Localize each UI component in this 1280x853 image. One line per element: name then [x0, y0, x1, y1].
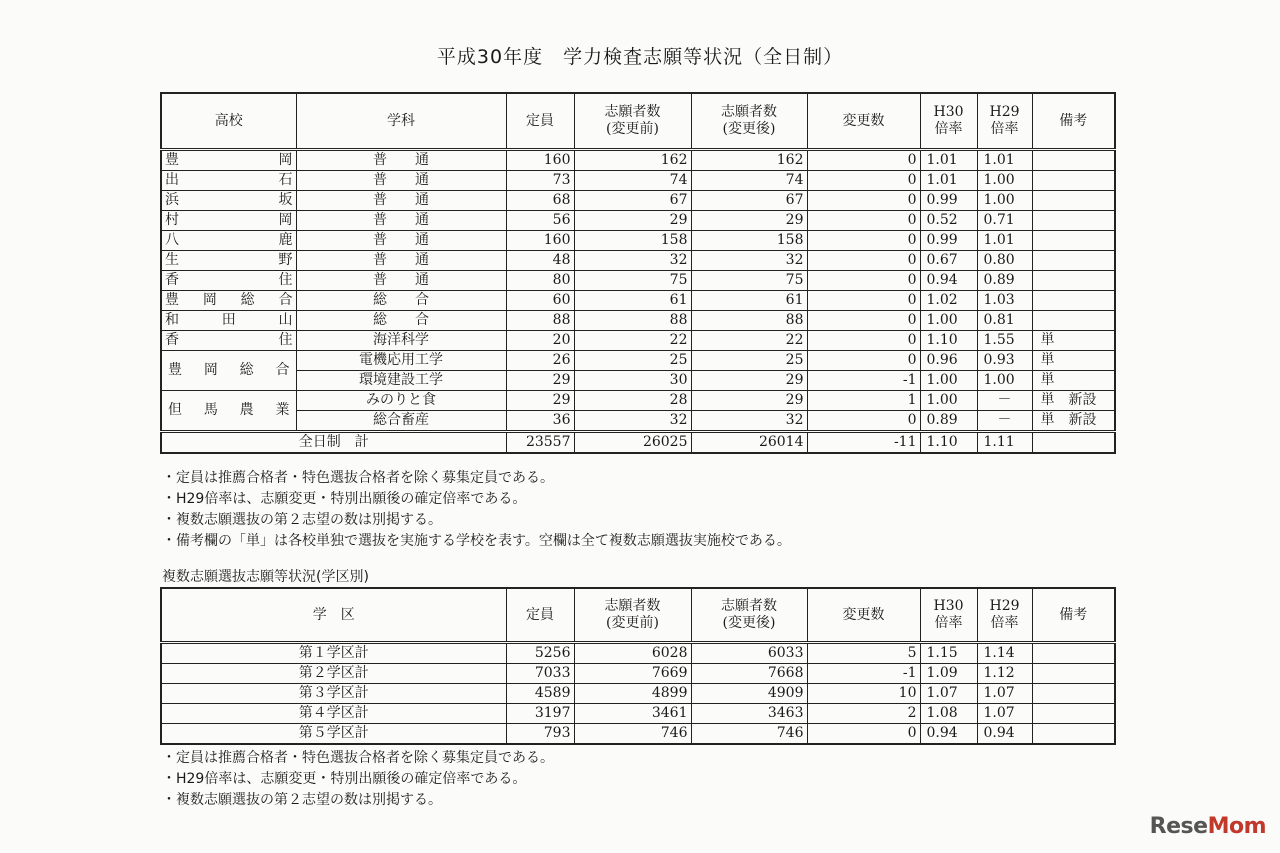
change-cell: 0 — [807, 271, 920, 291]
h29-rate-cell: 0.80 — [977, 251, 1032, 271]
dept-cell: 普 通 — [296, 211, 506, 231]
after-cell: 29 — [691, 391, 807, 411]
capacity-cell: 29 — [506, 391, 574, 411]
h30-rate-cell: 1.01 — [920, 150, 977, 171]
after-cell: 32 — [691, 251, 807, 271]
note-line: ・定員は推薦合格者・特色選抜合格者を除く募集定員である。 — [162, 470, 554, 486]
change-cell: 10 — [807, 684, 920, 704]
district-cell: 第５学区計 — [161, 724, 506, 745]
table-row — [161, 291, 1115, 311]
dept-cell: 普 通 — [296, 171, 506, 191]
after-cell: 746 — [691, 724, 807, 745]
before-cell: 7669 — [574, 664, 691, 684]
note-cell — [1032, 704, 1115, 724]
school-cell: 豊岡総合 — [161, 291, 296, 311]
change-cell: 0 — [807, 351, 920, 371]
change-cell: 0 — [807, 724, 920, 745]
note-cell — [1032, 291, 1115, 311]
before-cell: 61 — [574, 291, 691, 311]
h30-rate-cell: 1.08 — [920, 704, 977, 724]
h30-rate-cell: 1.15 — [920, 643, 977, 664]
total-cap: 23557 — [506, 432, 574, 454]
table-row — [161, 251, 1115, 271]
capacity-cell: 20 — [506, 331, 574, 351]
dept-cell: 普 通 — [296, 191, 506, 211]
after-cell: 7668 — [691, 664, 807, 684]
table-row — [161, 171, 1115, 191]
capacity-cell: 160 — [506, 231, 574, 251]
before-cell: 6028 — [574, 643, 691, 664]
total-note — [1032, 432, 1115, 454]
h30-rate-cell: 1.10 — [920, 331, 977, 351]
h29-rate-cell: 1.07 — [977, 704, 1032, 724]
note-cell — [1032, 231, 1115, 251]
capacity-cell: 29 — [506, 371, 574, 391]
table-row — [161, 724, 1115, 745]
after-cell: 67 — [691, 191, 807, 211]
before-cell: 746 — [574, 724, 691, 745]
note-cell — [1032, 724, 1115, 745]
after-cell: 75 — [691, 271, 807, 291]
h29-rate-cell: 0.94 — [977, 724, 1032, 745]
h29-rate-cell: 1.12 — [977, 664, 1032, 684]
total-row — [161, 432, 1115, 454]
capacity-cell: 48 — [506, 251, 574, 271]
h29-rate-cell: 0.81 — [977, 311, 1032, 331]
h29-rate-cell: － — [977, 391, 1032, 411]
column-header: 変更数 — [807, 93, 920, 150]
table-row — [161, 211, 1115, 231]
h29-rate-cell: 0.89 — [977, 271, 1032, 291]
h30-rate-cell: 0.96 — [920, 351, 977, 371]
column-header: 定員 — [506, 93, 574, 150]
table-header-row — [161, 93, 1115, 150]
h29-rate-cell: 1.00 — [977, 171, 1032, 191]
column-header: 志願者数 (変更前) — [574, 588, 691, 643]
after-cell: 74 — [691, 171, 807, 191]
table-row — [161, 311, 1115, 331]
after-cell: 61 — [691, 291, 807, 311]
note-cell: 単 — [1032, 331, 1115, 351]
page-title: 平成30年度 学力検査志願等状況（全日制） — [436, 46, 844, 68]
h30-rate-cell: 0.99 — [920, 191, 977, 211]
table-row — [161, 391, 1115, 411]
capacity-cell: 4589 — [506, 684, 574, 704]
after-cell: 4909 — [691, 684, 807, 704]
h30-rate-cell: 1.00 — [920, 311, 977, 331]
capacity-cell: 3197 — [506, 704, 574, 724]
h30-rate-cell: 1.00 — [920, 391, 977, 411]
school-cell: 八鹿 — [161, 231, 296, 251]
after-cell: 158 — [691, 231, 807, 251]
h30-rate-cell: 0.52 — [920, 211, 977, 231]
h30-rate-cell: 0.94 — [920, 724, 977, 745]
column-header: 備考 — [1032, 93, 1115, 150]
change-cell: 1 — [807, 391, 920, 411]
column-header: 高校 — [161, 93, 296, 150]
table-row — [161, 191, 1115, 211]
note-cell — [1032, 150, 1115, 171]
h29-rate-cell: 1.55 — [977, 331, 1032, 351]
h29-rate-cell: 1.00 — [977, 191, 1032, 211]
h30-rate-cell: 1.01 — [920, 171, 977, 191]
before-cell: 25 — [574, 351, 691, 371]
change-cell: 0 — [807, 171, 920, 191]
after-cell: 29 — [691, 371, 807, 391]
dept-cell: 環境建設工学 — [296, 371, 506, 391]
after-cell: 162 — [691, 150, 807, 171]
h30-rate-cell: 0.67 — [920, 251, 977, 271]
note-cell — [1032, 664, 1115, 684]
note-cell: 単 新設 — [1032, 391, 1115, 411]
capacity-cell: 68 — [506, 191, 574, 211]
applications-table — [160, 92, 1116, 454]
h29-rate-cell: 0.71 — [977, 211, 1032, 231]
column-header: 学科 — [296, 93, 506, 150]
before-cell: 28 — [574, 391, 691, 411]
dept-cell: 普 通 — [296, 271, 506, 291]
change-cell: 2 — [807, 704, 920, 724]
h29-rate-cell: 1.07 — [977, 684, 1032, 704]
after-cell: 6033 — [691, 643, 807, 664]
column-header: 定員 — [506, 588, 574, 643]
total-label: 全日制 計 — [161, 432, 506, 454]
school-cell: 但馬農業 — [161, 391, 296, 432]
school-cell: 香住 — [161, 331, 296, 351]
capacity-cell: 26 — [506, 351, 574, 371]
before-cell: 30 — [574, 371, 691, 391]
note-line: ・H29倍率は、志願変更・特別出願後の確定倍率である。 — [162, 491, 527, 507]
table-row — [161, 331, 1115, 351]
note-cell — [1032, 684, 1115, 704]
capacity-cell: 7033 — [506, 664, 574, 684]
before-cell: 75 — [574, 271, 691, 291]
after-cell: 22 — [691, 331, 807, 351]
district-cell: 第３学区計 — [161, 684, 506, 704]
dept-cell: 総 合 — [296, 291, 506, 311]
dept-cell: 海洋科学 — [296, 331, 506, 351]
notes-main — [162, 468, 791, 552]
table-row — [161, 351, 1115, 371]
note-cell — [1032, 251, 1115, 271]
h30-rate-cell: 0.94 — [920, 271, 977, 291]
before-cell: 4899 — [574, 684, 691, 704]
after-cell: 32 — [691, 411, 807, 432]
table-row — [161, 411, 1115, 432]
after-cell: 29 — [691, 211, 807, 231]
note-line: ・定員は推薦合格者・特色選抜合格者を除く募集定員である。 — [162, 750, 554, 766]
total-change: -11 — [807, 432, 920, 454]
h29-rate-cell: 1.01 — [977, 150, 1032, 171]
table-row — [161, 231, 1115, 251]
column-header: H30 倍率 — [920, 93, 977, 150]
change-cell: -1 — [807, 664, 920, 684]
school-cell: 出石 — [161, 171, 296, 191]
total-h30: 1.10 — [920, 432, 977, 454]
capacity-cell: 793 — [506, 724, 574, 745]
school-cell: 香住 — [161, 271, 296, 291]
after-cell: 3463 — [691, 704, 807, 724]
h30-rate-cell: 1.07 — [920, 684, 977, 704]
h29-rate-cell: 1.14 — [977, 643, 1032, 664]
change-cell: -1 — [807, 371, 920, 391]
h29-rate-cell: 1.00 — [977, 371, 1032, 391]
table-row — [161, 643, 1115, 664]
before-cell: 67 — [574, 191, 691, 211]
note-line: ・複数志願選抜の第２志望の数は別掲する。 — [162, 512, 442, 528]
table-row — [161, 684, 1115, 704]
district-table — [160, 587, 1116, 745]
change-cell: 0 — [807, 150, 920, 171]
note-cell — [1032, 311, 1115, 331]
total-h29: 1.11 — [977, 432, 1032, 454]
school-cell: 生野 — [161, 251, 296, 271]
before-cell: 162 — [574, 150, 691, 171]
capacity-cell: 56 — [506, 211, 574, 231]
table-header-row — [161, 588, 1115, 643]
h30-rate-cell: 1.00 — [920, 371, 977, 391]
note-line: ・複数志願選抜の第２志望の数は別掲する。 — [162, 792, 442, 808]
column-header: 変更数 — [807, 588, 920, 643]
after-cell: 88 — [691, 311, 807, 331]
change-cell: 0 — [807, 191, 920, 211]
before-cell: 32 — [574, 411, 691, 432]
capacity-cell: 60 — [506, 291, 574, 311]
change-cell: 5 — [807, 643, 920, 664]
table-row — [161, 704, 1115, 724]
column-header: 学 区 — [161, 588, 506, 643]
note-cell: 単 — [1032, 351, 1115, 371]
dept-cell: みのりと食 — [296, 391, 506, 411]
school-cell: 村岡 — [161, 211, 296, 231]
district-cell: 第４学区計 — [161, 704, 506, 724]
dept-cell: 普 通 — [296, 251, 506, 271]
capacity-cell: 160 — [506, 150, 574, 171]
before-cell: 88 — [574, 311, 691, 331]
note-line: ・備考欄の「単」は各校単独で選抜を実施する学校を表す。空欄は全て複数志願選抜実施校である。 — [162, 533, 791, 549]
column-header: H30 倍率 — [920, 588, 977, 643]
column-header: 備考 — [1032, 588, 1115, 643]
district-cell: 第２学区計 — [161, 664, 506, 684]
school-cell: 和田山 — [161, 311, 296, 331]
district-cell: 第１学区計 — [161, 643, 506, 664]
note-cell — [1032, 271, 1115, 291]
school-cell: 浜坂 — [161, 191, 296, 211]
before-cell: 29 — [574, 211, 691, 231]
table-row — [161, 664, 1115, 684]
before-cell: 22 — [574, 331, 691, 351]
dept-cell: 普 通 — [296, 231, 506, 251]
note-cell — [1032, 191, 1115, 211]
capacity-cell: 80 — [506, 271, 574, 291]
before-cell: 74 — [574, 171, 691, 191]
table-row — [161, 271, 1115, 291]
capacity-cell: 88 — [506, 311, 574, 331]
dept-cell: 総合畜産 — [296, 411, 506, 432]
table-row — [161, 150, 1115, 171]
note-cell — [1032, 171, 1115, 191]
before-cell: 158 — [574, 231, 691, 251]
dept-cell: 普 通 — [296, 150, 506, 171]
h30-rate-cell: 0.89 — [920, 411, 977, 432]
h30-rate-cell: 0.99 — [920, 231, 977, 251]
column-header: H29 倍率 — [977, 588, 1032, 643]
column-header: H29 倍率 — [977, 93, 1032, 150]
before-cell: 3461 — [574, 704, 691, 724]
h29-rate-cell: 1.03 — [977, 291, 1032, 311]
note-cell: 単 新設 — [1032, 411, 1115, 432]
section-title: 複数志願選抜志願等状況(学区別) — [162, 569, 369, 585]
notes-district — [162, 748, 554, 811]
change-cell: 0 — [807, 331, 920, 351]
h29-rate-cell: － — [977, 411, 1032, 432]
total-before: 26025 — [574, 432, 691, 454]
h29-rate-cell: 1.01 — [977, 231, 1032, 251]
before-cell: 32 — [574, 251, 691, 271]
change-cell: 0 — [807, 231, 920, 251]
capacity-cell: 73 — [506, 171, 574, 191]
change-cell: 0 — [807, 291, 920, 311]
h30-rate-cell: 1.09 — [920, 664, 977, 684]
table-row — [161, 371, 1115, 391]
dept-cell: 総 合 — [296, 311, 506, 331]
note-cell — [1032, 643, 1115, 664]
school-cell: 豊岡 — [161, 150, 296, 171]
change-cell: 0 — [807, 311, 920, 331]
dept-cell: 電機応用工学 — [296, 351, 506, 371]
column-header: 志願者数 (変更前) — [574, 93, 691, 150]
column-header: 志願者数 (変更後) — [691, 588, 807, 643]
change-cell: 0 — [807, 211, 920, 231]
capacity-cell: 5256 — [506, 643, 574, 664]
capacity-cell: 36 — [506, 411, 574, 432]
change-cell: 0 — [807, 411, 920, 432]
school-cell: 豊岡総合 — [161, 351, 296, 391]
h29-rate-cell: 0.93 — [977, 351, 1032, 371]
note-cell — [1032, 211, 1115, 231]
resemom-logo: ReseMom — [1149, 814, 1266, 839]
after-cell: 25 — [691, 351, 807, 371]
total-after: 26014 — [691, 432, 807, 454]
change-cell: 0 — [807, 251, 920, 271]
note-line: ・H29倍率は、志願変更・特別出願後の確定倍率である。 — [162, 771, 527, 787]
note-cell: 単 — [1032, 371, 1115, 391]
h30-rate-cell: 1.02 — [920, 291, 977, 311]
column-header: 志願者数 (変更後) — [691, 93, 807, 150]
